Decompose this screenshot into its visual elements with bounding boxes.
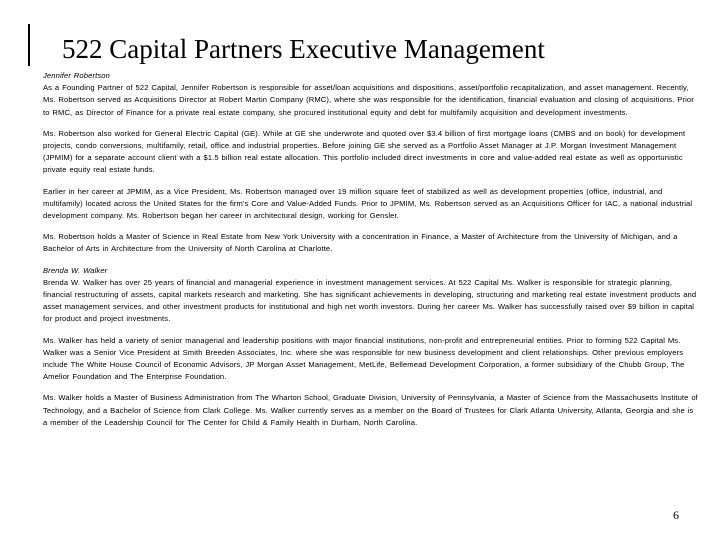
- bio-paragraph: Brenda W. Walker has over 25 years of financial and managerial experience in investment management services. At 522 Capital Ms. Walker is responsible for strategic planning, financial restructuring of assets, capital markets research and marketing. She has significant achievements in developing, structuring and marketing real estate investment products and asset management services, and other investment products for institutional and high net worth investors. During her career Ms. Walker has successfully raised over $9 billion in capital for product and project investments.: [43, 277, 697, 324]
- bio-paragraph: Ms. Walker holds a Master of Business Administration from The Wharton School, Graduate Division, University of Pennsylvania, a Master of Science from the Massachusetts Institute of Technology, and a Bachelor of Science from Clark College. Ms. Walker currently serves as a member on the Board of Trustees for Clark Atlanta University, Atlanta, Georgia and she is a member of the Leadership Council for The Center for Child & Family Health in Durham, North Carolina.: [43, 393, 698, 427]
- bio-paragraph: Ms. Robertson holds a Master of Science in Real Estate from New York University with a concentration in Finance, a Master of Architecture from the University of Michigan, and a Bachelor of Arts in Architecture from the University of North Carolina at Charlotte.: [43, 232, 678, 254]
- page-number: 6: [673, 508, 679, 522]
- bio-paragraph: Earlier in her career at JPMIM, as a Vice President, Ms. Robertson managed over 19 million square feet of stabilized as well as development properties (office, industrial, and multifamily) located across the United States for the firm's Core and Value-Added Funds. Prior to JPMIM, Ms. Robertson served as an Acquisitions Officer for IAC, a national industrial development company. Ms. Robertson began her career in architectural design, working for Gensler.: [43, 186, 693, 221]
- bio-paragraph: As a Founding Partner of 522 Capital, Jennifer Robertson is responsible for asset/loan acquisitions and dispositions, asset/portfolio recapitalization, and asset management. Recently, Ms. Robertson served as Acquisitions Director at Robert Martin Company (RMC), where she was responsible for the identification, financial evaluation and closing of acquisitions. Prior to RMC, as Director of Finance for a private real estate company, she procured institutional equity and debt for multifamily acquisition and development investments.: [43, 83, 694, 117]
- bio-content: [43, 70, 699, 429]
- person-section-robertson: [43, 70, 699, 256]
- bio-paragraph: Ms. Walker has held a variety of senior managerial and leadership positions with major financial institutions, non-profit and entrepreneurial entities. Prior to forming 522 Capital Ms. Walker was a Senior Vice President at Smith Breeden Associates, Inc. where she was responsible for new business development and client relationships. Other previous employers include The White House Council of Economic Advisors, JP Morgan Asset Management, MetLife, Bellemead Development Corporation, a former subsidiary of the Chubb Group, The Amelior Foundation and The Enterprise Foundation.: [43, 335, 685, 382]
- person-name: Brenda W. Walker: [43, 265, 108, 275]
- person-section-walker: [43, 265, 699, 429]
- person-name: Jennifer Robertson: [43, 71, 110, 80]
- bio-paragraph: Ms. Robertson also worked for General Electric Capital (GE). While at GE she underwrote and quoted over $3.4 billion of first mortgage loans (CMBS and on book) for development projects, condo conversions, multifamily, retail, office and industrial properties. Before joining GE she served as a Portfolio Asset Manager at J.P. Morgan Investment Management (JPMIM) for a separate account client with a $1.5 billion real estate allocation. This portfolio included direct investments in core and value-added real estate as well as opportunistic private equity real estate funds.: [43, 128, 686, 175]
- page-title: 522 Capital Partners Executive Management: [62, 34, 545, 64]
- title-accent-rule: [28, 24, 30, 66]
